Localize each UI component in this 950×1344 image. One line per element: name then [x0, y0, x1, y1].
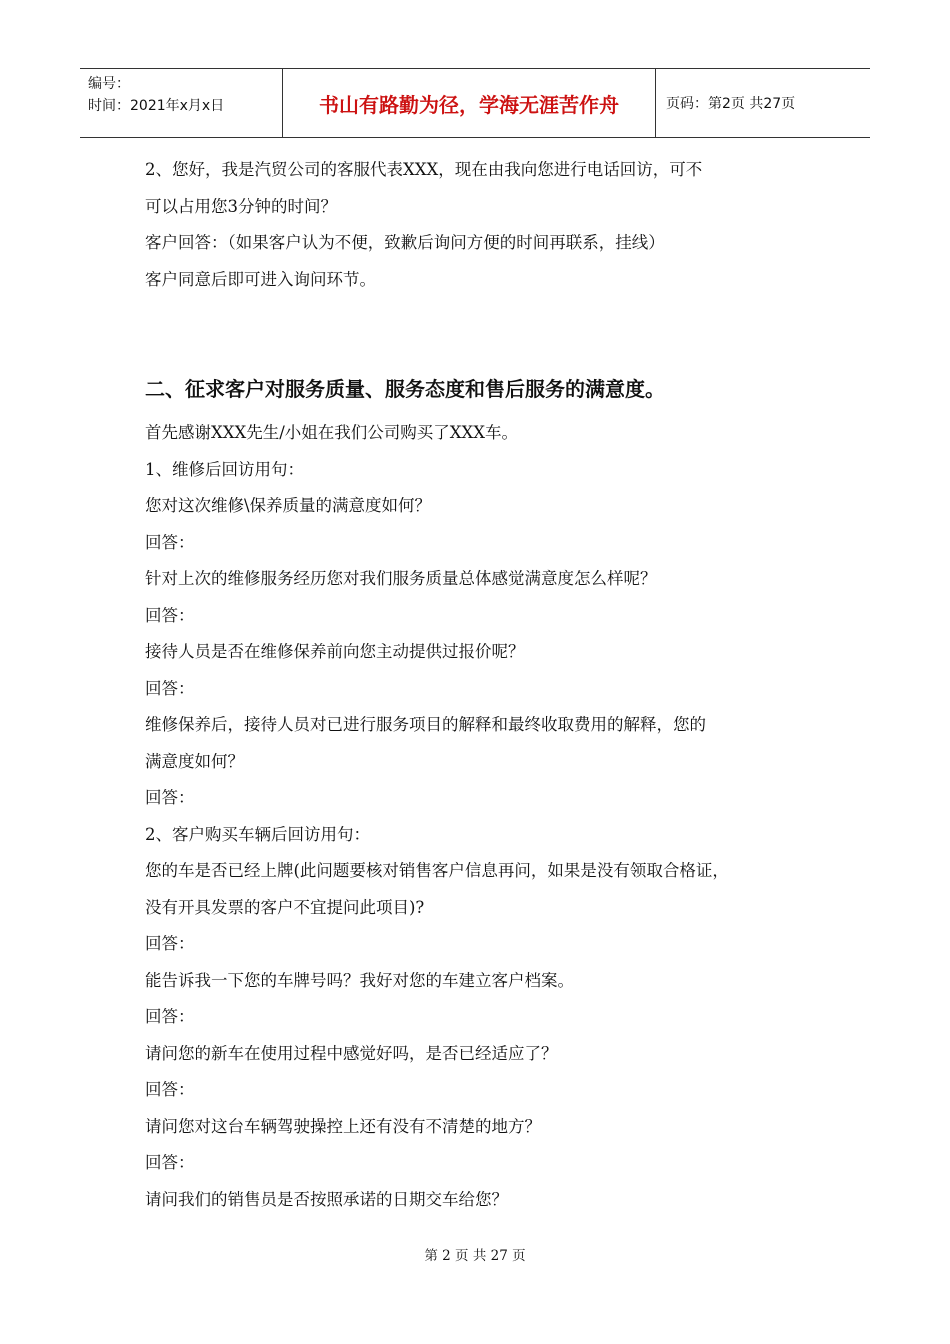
paragraph-line: 客户回答：（如果客户认为不便，致歉后询问方便的时间再联系，挂线）: [145, 233, 665, 252]
paragraph-line: 1、维修后回访用句：: [145, 459, 304, 479]
header-meta: [80, 69, 283, 137]
paragraph-line: 没有开具发票的客户不宜提问此项目)?: [145, 897, 425, 917]
answer-line: 回答：: [145, 788, 195, 807]
paragraph-line: 请问我们的销售员是否按照承诺的日期交车给您？: [145, 1189, 508, 1209]
paragraph-line: 2、您好，我是汽贸公司的客服代表XXX，现在由我向您进行电话回访，可不: [145, 160, 703, 179]
paragraph-line: 首先感谢XXX先生/小姐在我们公司购买了XXX车。: [145, 423, 519, 442]
paragraph-line: 满意度如何？: [145, 751, 244, 771]
paragraph-line: 请问您的新车在使用过程中感觉好吗，是否已经适应了？: [145, 1043, 558, 1063]
section-title: 二、征求客户对服务质量、服务态度和售后服务的满意度。: [145, 377, 665, 401]
answer-line: 回答：: [145, 678, 195, 698]
paragraph-line: 可以占用您3分钟的时间？: [145, 196, 337, 216]
paragraph-line: 接待人员是否在维修保养前向您主动提供过报价呢？: [145, 642, 525, 661]
document-number: 编号：: [88, 76, 130, 92]
paragraph-line: 请问您对这台车辆驾驶操控上还有没有不清楚的地方？: [145, 1116, 541, 1136]
paragraph-line: 您的车是否已经上牌(此问题要核对销售客户信息再问，如果是没有领取合格证，: [145, 861, 729, 880]
answer-line: 回答：: [145, 532, 195, 552]
answer-line: 回答：: [145, 1007, 195, 1026]
paragraph-line: 您对这次维修\保养质量的满意度如何？: [145, 496, 432, 515]
document-body: [145, 152, 825, 1218]
answer-line: 回答：: [145, 605, 195, 625]
paragraph-line: 客户同意后即可进入询问环节。: [145, 269, 376, 289]
spacer: [145, 298, 825, 371]
answer-line: 回答：: [145, 1080, 195, 1099]
answer-line: 回答：: [145, 934, 195, 953]
header-page-info-cell: [656, 69, 870, 137]
paragraph-line: 维修保养后，接待人员对已进行服务项目的解释和最终收取费用的解释，您的: [145, 715, 706, 734]
document-time: 时间：2021年x月x日: [88, 98, 225, 114]
paragraph-line: 针对上次的维修服务经历您对我们服务质量总体感觉满意度怎么样呢？: [145, 569, 657, 588]
header-slogan: 书山有路勤为径，学海无涯苦作舟: [319, 92, 619, 117]
paragraph-line: 能告诉我一下您的车牌号吗？我好对您的车建立客户档案。: [145, 970, 574, 990]
header-slogan-cell: [283, 69, 656, 137]
page-header: [80, 68, 870, 138]
answer-line: 回答：: [145, 1153, 195, 1172]
paragraph-line: 2、客户购买车辆后回访用句：: [145, 824, 370, 844]
page-footer: 第 2 页 共 27 页: [424, 1248, 526, 1264]
header-page-info: 页码：第2页 共27页: [666, 96, 796, 112]
